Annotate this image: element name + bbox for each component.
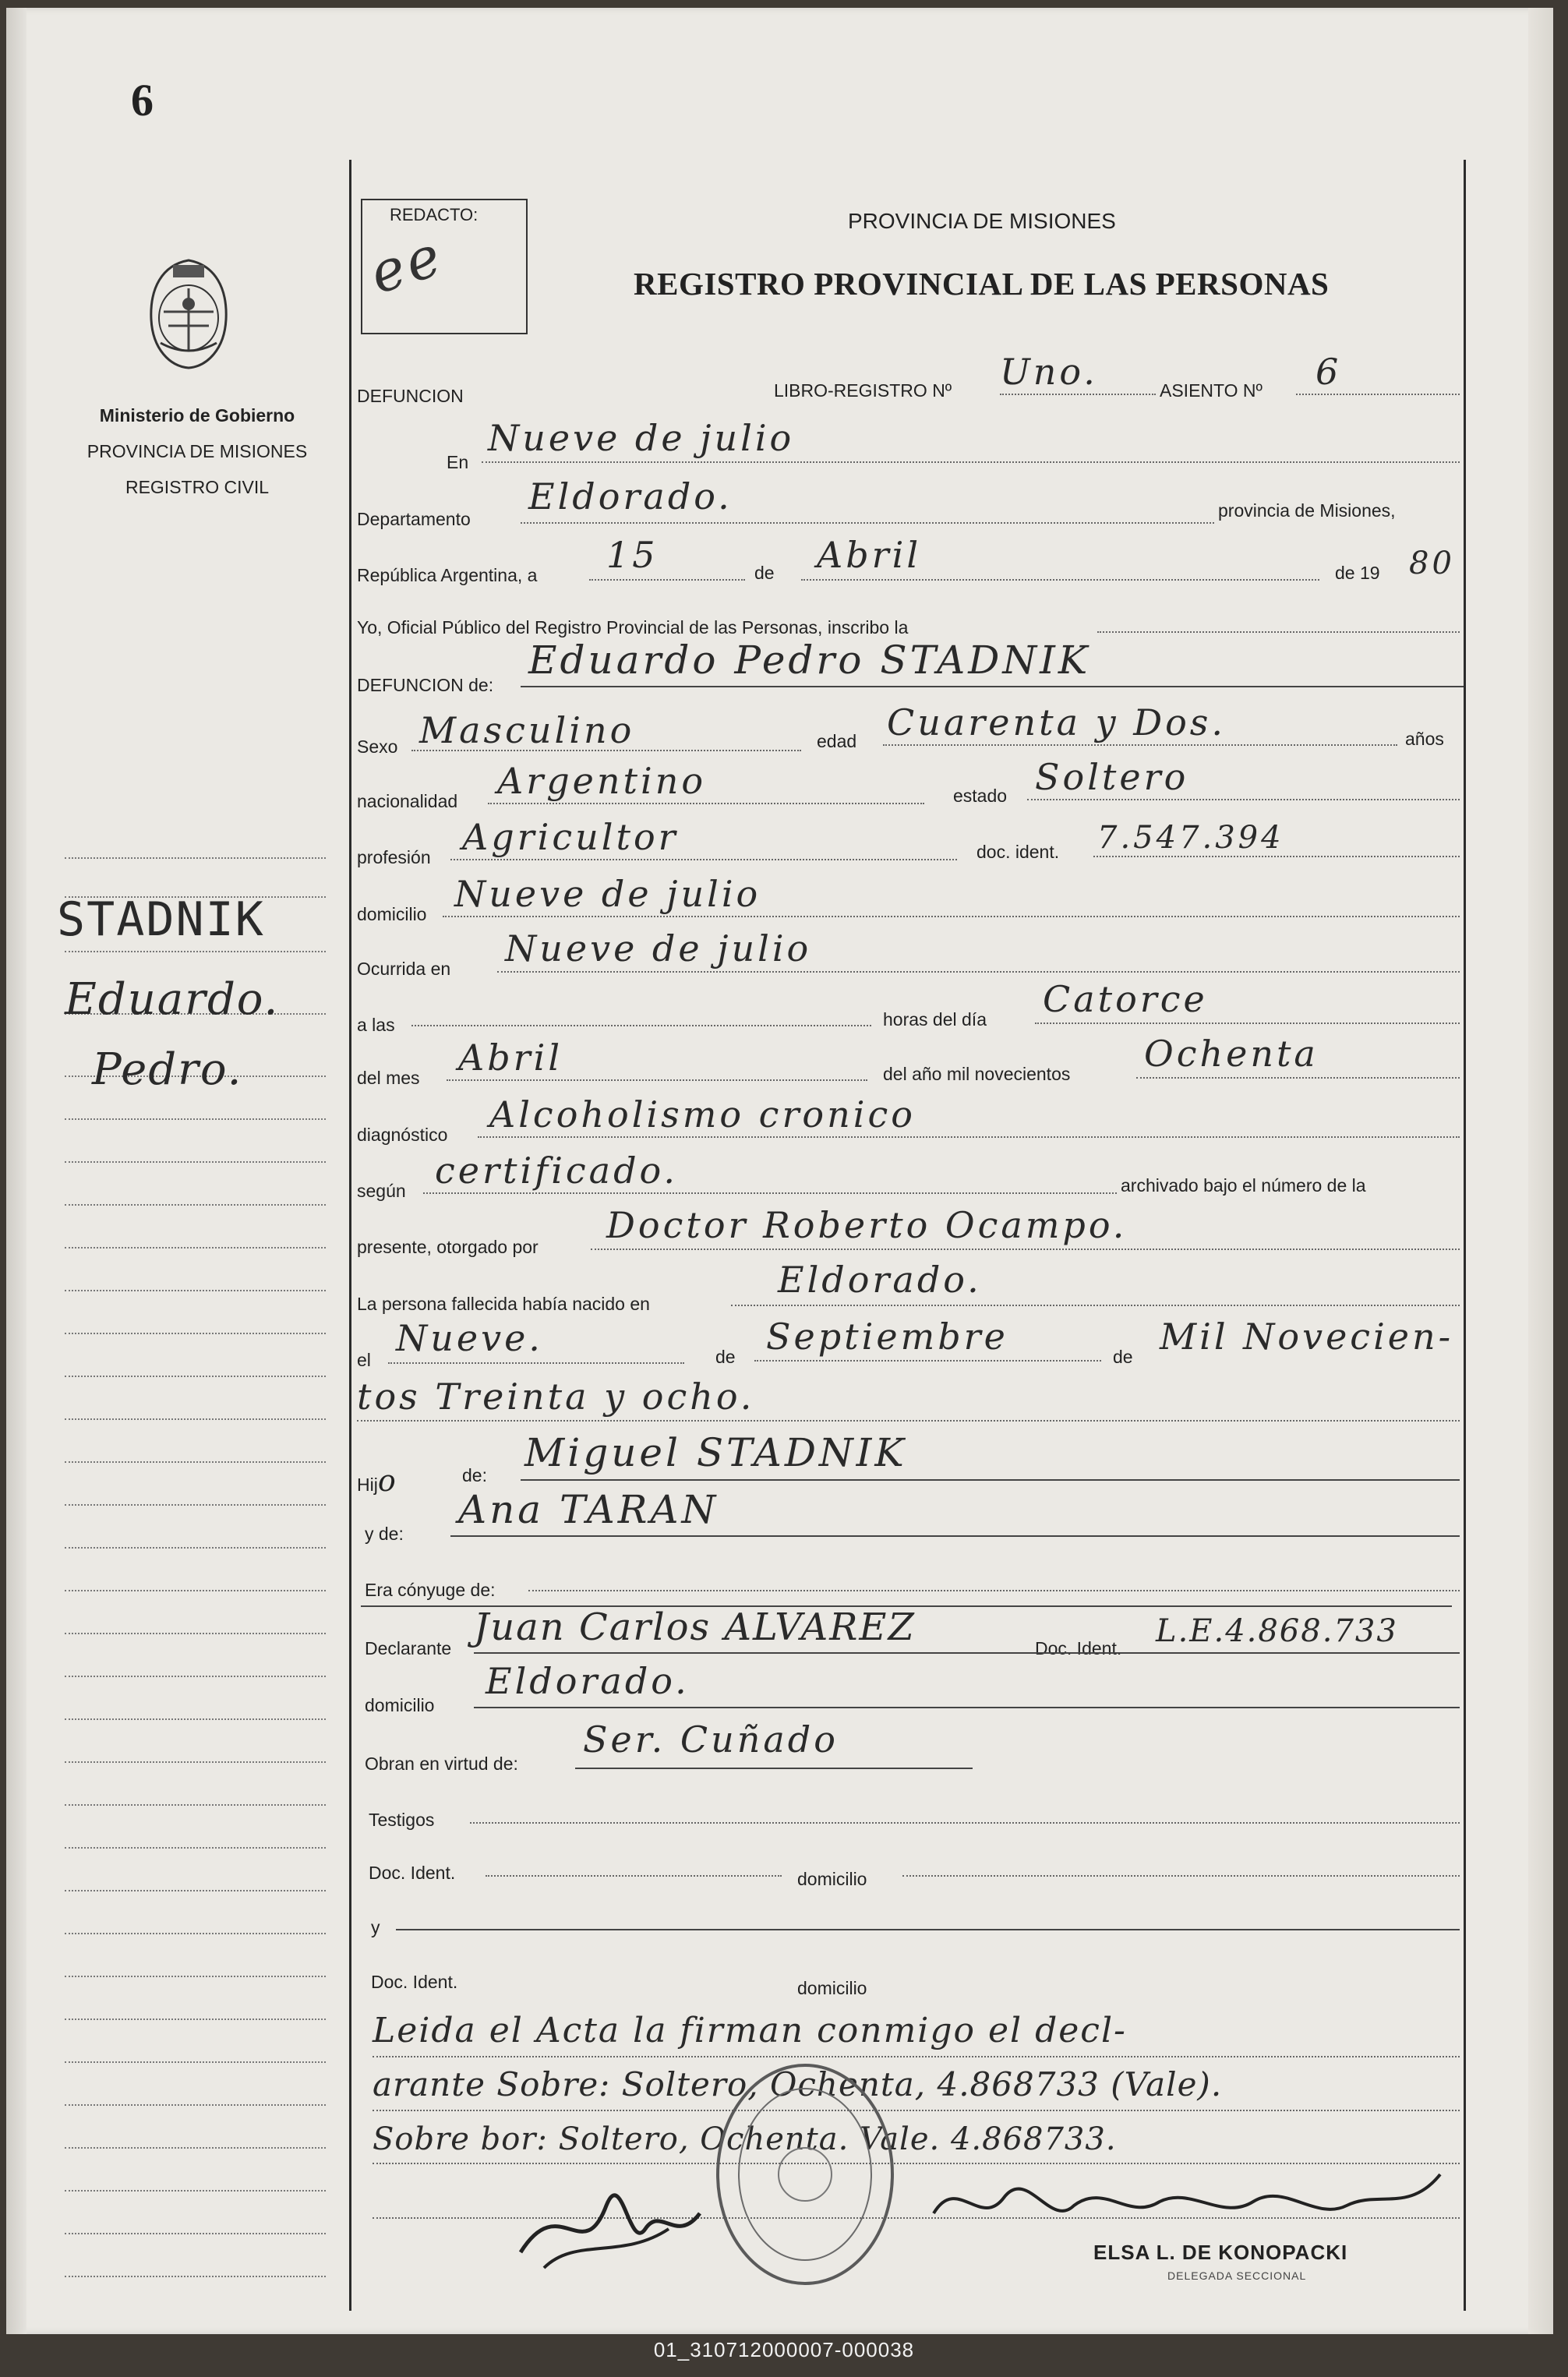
docident1-label: Doc. Ident.	[369, 1863, 456, 1883]
archivado-text: archivado bajo el número de la	[1121, 1175, 1366, 1196]
province-header: PROVINCIA DE MISIONES	[848, 209, 1116, 233]
doc-label: doc. ident.	[976, 842, 1060, 862]
hijo-de-label: de:	[462, 1465, 487, 1485]
el-label: el	[357, 1350, 371, 1370]
defuncion-label: DEFUNCION	[357, 386, 464, 406]
anios-label: años	[1405, 729, 1444, 749]
segun-value: certificado.	[435, 1150, 679, 1192]
mil-value: Mil Novecien-	[1160, 1316, 1454, 1358]
coat-of-arms-icon	[145, 257, 232, 370]
note-line2: arante Sobre: Soltero, Ochenta, 4.868733 (Vale).	[373, 2065, 1223, 2103]
doc-value: 7.547.394	[1097, 820, 1284, 856]
domicilio2-value: Eldorado.	[486, 1660, 690, 1702]
hijo-label	[357, 1464, 396, 1498]
segun-label: según	[357, 1181, 406, 1201]
margin-name2: Pedro.	[92, 1044, 243, 1095]
domicilio4-label: domicilio	[797, 1978, 867, 1998]
redacto-mark: ee	[362, 221, 451, 307]
binding-edge	[6, 8, 26, 2334]
ministry-title: Ministerio de Gobierno	[99, 405, 295, 426]
edad-value: Cuarenta y Dos.	[887, 701, 1227, 743]
image-caption: 01_310712000007-000038	[653, 2338, 915, 2361]
edad-label: edad	[817, 731, 857, 751]
diagnostico-value: Alcoholismo cronico	[489, 1093, 916, 1136]
de-label: de	[754, 563, 775, 583]
docident2-label: Doc. Ident.	[371, 1972, 458, 1992]
conyuge-label: Era cónyuge de:	[365, 1580, 496, 1600]
oficial-text: Yo, Oficial Público del Registro Provincial de las Personas, inscribo la	[357, 617, 909, 638]
officer-name: ELSA L. DE KONOPACKI	[1093, 2241, 1348, 2264]
nacido-label: La persona fallecida había nacido en	[357, 1294, 650, 1314]
y-label: y	[371, 1917, 380, 1937]
padre-value: Miguel STADNIK	[524, 1430, 907, 1475]
profesion-label: profesión	[357, 847, 431, 867]
defuncion-de-label: DEFUNCION de:	[357, 675, 494, 695]
note-line1: Leida el Acta la firman conmigo el decl-	[373, 2011, 1127, 2050]
libro-label: LIBRO-REGISTRO Nº	[774, 380, 952, 401]
record-sheet	[6, 8, 1553, 2334]
dia-value: 15	[606, 534, 659, 576]
departamento-label: Departamento	[357, 509, 471, 529]
dia-text-value: Catorce	[1043, 978, 1208, 1020]
hijo-text: Hij	[357, 1475, 378, 1495]
page-edge	[1528, 8, 1553, 2334]
nacionalidad-label: nacionalidad	[357, 791, 458, 811]
anio-mil-value: Ochenta	[1144, 1033, 1319, 1075]
yde-label: y de:	[365, 1524, 404, 1544]
margin-surname: STADNIK	[57, 892, 265, 947]
left-rule	[349, 160, 351, 2311]
sept-value: Septiembre	[766, 1316, 1008, 1358]
ocurrida-label: Ocurrida en	[357, 959, 451, 979]
defuncion-de-value: Eduardo Pedro STADNIK	[528, 638, 1091, 683]
ministry-block	[61, 397, 334, 505]
horas-label: horas del día	[883, 1009, 987, 1030]
en-label: En	[447, 452, 469, 472]
domicilio2-label: domicilio	[365, 1695, 435, 1715]
alas-label: a las	[357, 1015, 395, 1035]
ocurrida-value: Nueve de julio	[505, 927, 812, 970]
redacto-box	[361, 199, 528, 334]
anio-label: de 19	[1335, 563, 1380, 583]
madre-value: Ana TARAN	[458, 1487, 719, 1532]
anio-mil-label: del año mil novecientos	[883, 1064, 1071, 1084]
presente-value: Doctor Roberto Ocampo.	[606, 1204, 1128, 1246]
sexo-label: Sexo	[357, 736, 398, 757]
domicilio3-label: domicilio	[797, 1869, 867, 1889]
official-stamp-icon	[712, 2057, 899, 2291]
sexo-value: Masculino	[419, 709, 635, 751]
mes-value: Abril	[817, 534, 922, 576]
de2-label: de	[715, 1347, 736, 1367]
diagnostico-label: diagnóstico	[357, 1125, 448, 1145]
domicilio-value: Nueve de julio	[454, 873, 761, 915]
en-value: Nueve de julio	[488, 417, 795, 459]
declarante-label: Declarante	[365, 1638, 452, 1658]
libro-value: Uno.	[1000, 351, 1098, 393]
ministry-province: PROVINCIA DE MISIONES	[87, 441, 308, 461]
cont-value: tos Treinta y ocho.	[357, 1376, 755, 1418]
asiento-label: ASIENTO Nº	[1160, 380, 1263, 401]
delmes-value: Abril	[458, 1037, 563, 1079]
obran-value: Ser. Cuñado	[583, 1718, 839, 1761]
margin-name1: Eduardo.	[65, 974, 280, 1025]
asiento-value: 6	[1315, 351, 1342, 393]
officer-signature	[926, 2159, 1456, 2245]
obran-label: Obran en virtud de:	[365, 1754, 518, 1774]
note-line3: Sobre bor: Soltero, Ochenta. Vale. 4.868733.	[373, 2121, 1117, 2157]
profesion-value: Agricultor	[462, 816, 679, 858]
republica-label: República Argentina, a	[357, 565, 538, 585]
officer-title: DELEGADA SECCIONAL	[1167, 2269, 1307, 2282]
el-value: Nueve.	[396, 1317, 543, 1359]
domicilio-label: domicilio	[357, 904, 427, 924]
delmes-label: del mes	[357, 1068, 420, 1088]
registry-header: REGISTRO PROVINCIAL DE LAS PERSONAS	[634, 266, 1330, 302]
anio-value: 80	[1409, 546, 1455, 581]
estado-label: estado	[953, 786, 1008, 806]
page-number: 6	[131, 75, 154, 125]
presente-label: presente, otorgado por	[357, 1237, 539, 1257]
right-rule	[1464, 160, 1466, 2311]
departamento-value: Eldorado.	[528, 475, 733, 517]
estado-value: Soltero	[1035, 756, 1189, 798]
provincia-text: provincia de Misiones,	[1218, 500, 1396, 521]
doc-ident-label: Doc. Ident.	[1035, 1638, 1122, 1658]
redacto-label: REDACTO:	[390, 205, 479, 224]
nacido-value: Eldorado.	[778, 1259, 982, 1301]
declarant-signature	[513, 2159, 715, 2276]
de3-label: de	[1113, 1347, 1133, 1367]
doc-ident-value: L.E.4.868.733	[1156, 1613, 1398, 1649]
hijo-suffix: o	[377, 1464, 396, 1498]
testigos-label: Testigos	[369, 1810, 435, 1830]
declarante-value: Juan Carlos ALVAREZ	[474, 1605, 916, 1649]
ministry-registry: REGISTRO CIVIL	[125, 477, 270, 497]
nacionalidad-value: Argentino	[497, 760, 707, 802]
